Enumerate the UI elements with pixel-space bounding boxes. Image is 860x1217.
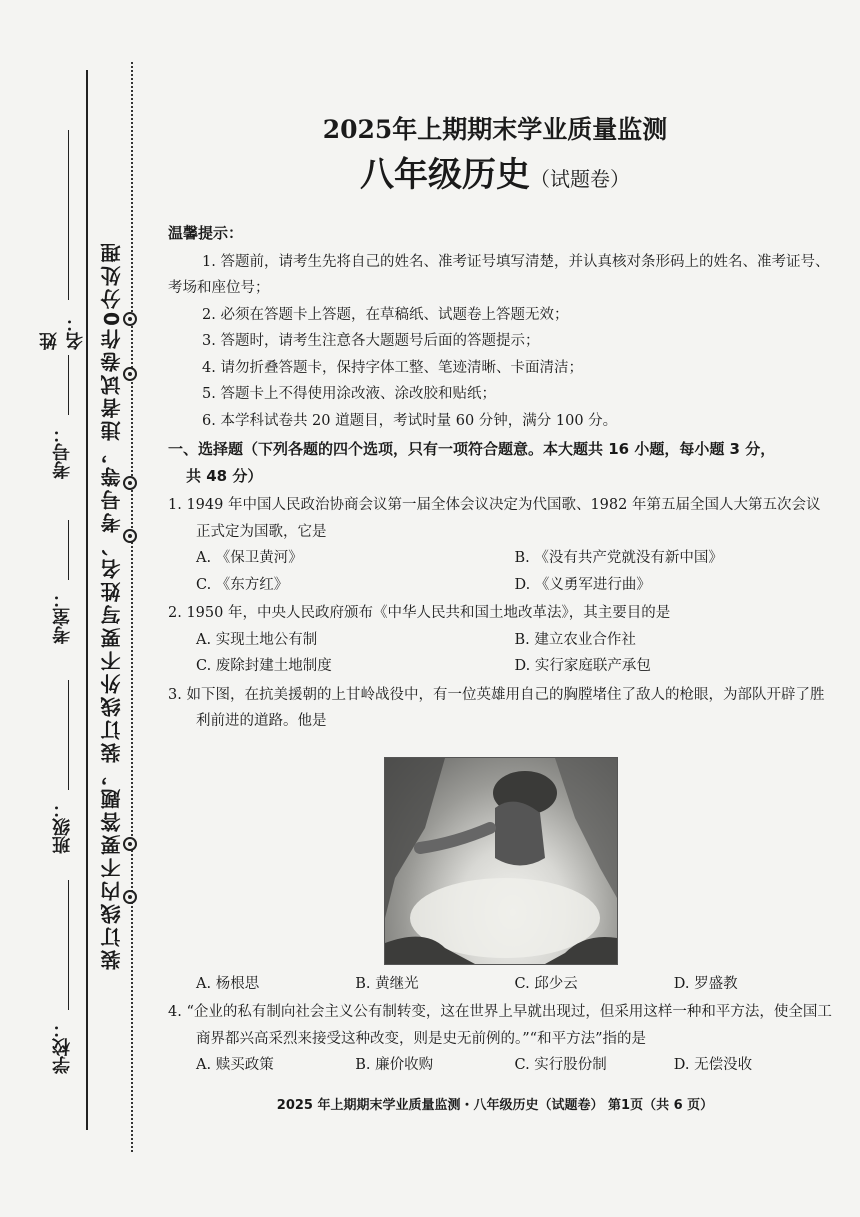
option-d: D. 实行家庭联产承包	[514, 658, 651, 674]
question-stem: 1. 1949 年中国人民政治协商会议第一届全体会议决定为代国歌、1982 年第五届全国人大第五次会议正式定为国歌，它是	[168, 497, 821, 540]
question-1	[168, 492, 833, 598]
exam-content	[168, 220, 833, 1079]
dotted-cut-line	[131, 62, 133, 1152]
tip-item: 3. 答题时，请考生注意各大题题号后面的答题提示；	[202, 333, 540, 349]
option-a: A. 杨根思	[196, 975, 260, 992]
hero-illustration-image	[384, 757, 618, 965]
option-c: C. 废除封建土地制度	[196, 658, 332, 674]
exam-title: 2025年上期期末学业质量监测	[322, 115, 668, 144]
option-a: A. 《保卫黄河》	[196, 550, 303, 566]
tip-item: 6. 本学科试卷共 20 道题目，考试时量 60 分钟，满分 100 分。	[202, 412, 618, 429]
class-field[interactable]: 班级：	[48, 680, 78, 860]
option-b: B. 黄继光	[355, 975, 419, 992]
section-title: 一、选择题（下列各题的四个选项，只有一项符合题意。本大题共 16 小题，每小题 3 分， 共 48 分）	[168, 440, 776, 485]
tip-item: 5. 答题卡上不得使用涂改液、涂改胶和贴纸；	[202, 386, 496, 402]
question-stem: 3. 如下图，在抗美援朝的上甘岭战役中，有一位英雄用自己的胸膛堵住了敌人的枪眼，为部队开辟了胜利前进的道路。他是	[168, 686, 825, 729]
option-b: B. 建立农业合作社	[514, 631, 636, 648]
binding-line	[86, 70, 88, 1130]
option-a: A. 赎买政策	[196, 1057, 274, 1073]
question-2	[168, 600, 833, 680]
question-stem: 2. 1950 年，中央人民政府颁布《中华人民共和国土地改革法》，其主要目的是	[168, 605, 671, 621]
option-b: B. 廉价收购	[355, 1057, 434, 1073]
exam-number-field[interactable]: 考号：	[48, 355, 78, 485]
binding-notice: 装订线内不要答题，装订线外不要写姓名、考号等，违者试卷作0分处理	[99, 240, 124, 970]
option-d: D. 罗盛教	[673, 975, 738, 992]
question-3	[168, 682, 833, 998]
option-c: C. 《东方红》	[196, 576, 289, 593]
subject-name: 八年级历史	[360, 155, 530, 195]
page-footer: 2025 年上期期末学业质量监测・八年级历史（试题卷） 第1页（共 6 页）	[276, 1098, 714, 1113]
exam-room-field[interactable]: 考室：	[48, 520, 78, 650]
name-field[interactable]: 姓名：	[48, 130, 78, 350]
option-a: A. 实现土地公有制	[196, 631, 318, 648]
tip-item: 4. 请勿折叠答题卡，保持字体工整、笔迹清晰、卡面清洁；	[202, 359, 583, 376]
school-field[interactable]: 学校：	[48, 880, 78, 1080]
option-c: C. 实行股份制	[514, 1057, 607, 1073]
question-stem: 4. “企业的私有制向社会主义公有制转变，这在世界上早就出现过，但采用这样一种和平方法，使全国工商界都兴高采烈来接受这种改变，则是史无前例的。”“和平方法”指的是	[168, 1004, 832, 1047]
tip-item: 1. 答题前，请考生先将自己的姓名、准考证号填写清楚，并认真核对条形码上的姓名、准考证号、考场和座位号；	[168, 253, 830, 296]
option-d: D. 无偿没收	[673, 1057, 753, 1073]
tip-item: 2. 必须在答题卡上答题，在草稿纸、试题卷上答题无效；	[202, 306, 569, 323]
option-c: C. 邱少云	[514, 975, 578, 992]
tips-title: 温馨提示：	[168, 224, 244, 242]
option-d: D. 《义勇军进行曲》	[514, 576, 651, 593]
paper-type: （试题卷）	[530, 167, 630, 191]
question-4	[168, 999, 833, 1079]
subject-title	[0, 147, 860, 196]
option-b: B. 《没有共产党就没有新中国》	[514, 550, 723, 566]
